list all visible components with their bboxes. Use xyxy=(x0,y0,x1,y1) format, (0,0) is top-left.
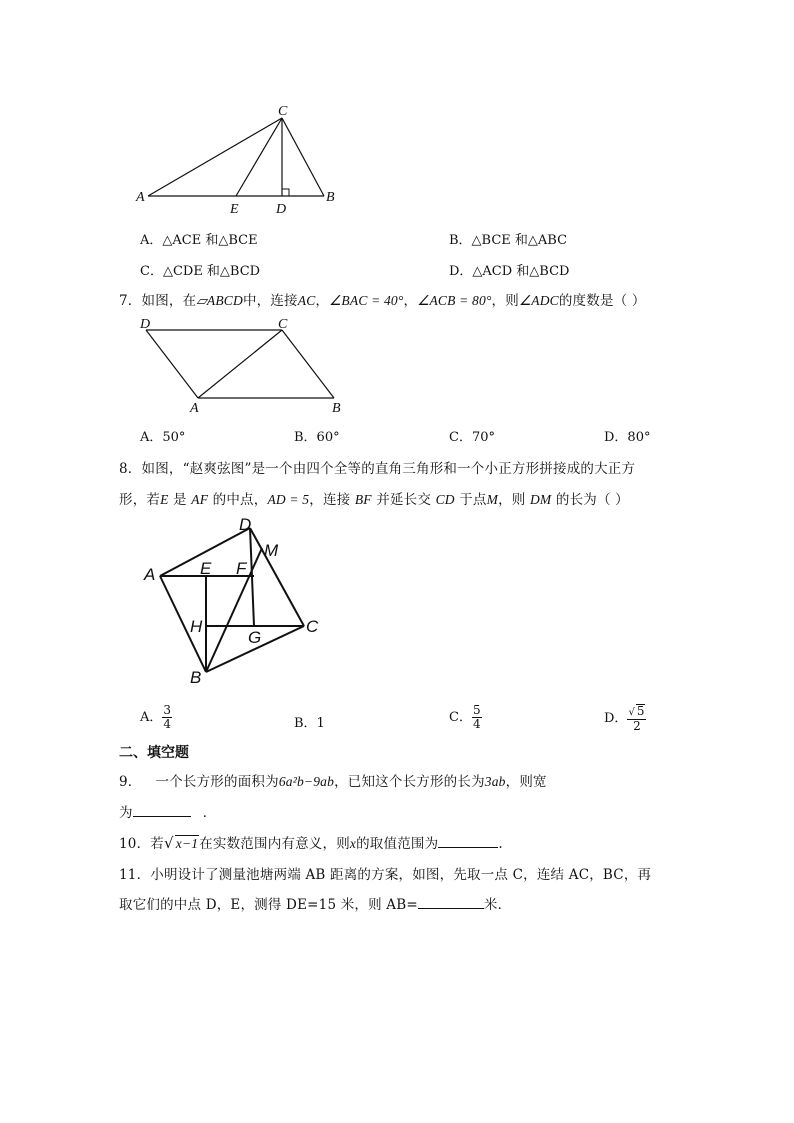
q8-label-b: B xyxy=(190,668,202,687)
q6-label-d: D xyxy=(276,202,287,217)
q7-para-symbol: ▱ xyxy=(196,293,207,308)
q7-option-d: D．80° xyxy=(604,430,651,445)
q8-text-b: 是 xyxy=(168,492,192,508)
q8-option-a-denominator: 4 xyxy=(163,717,172,731)
q7-angle-bac: ∠BAC = 40° xyxy=(329,293,404,308)
q8-option-c xyxy=(449,704,482,731)
q7-label-a: A xyxy=(190,401,199,416)
q7-option-a: A．50° xyxy=(140,430,186,445)
q7-label-b: B xyxy=(332,401,341,416)
q11-text-b: 米． xyxy=(483,897,512,913)
q11-answer-blank[interactable] xyxy=(418,897,484,909)
q8-zhao-shuang-figure xyxy=(138,512,338,688)
q8-label-f: F xyxy=(236,559,247,578)
q8-label-a: A xyxy=(144,565,156,584)
q7-label-c: C xyxy=(278,317,288,332)
q8-text-c: 的中点， xyxy=(208,492,268,508)
q10-end: . xyxy=(498,836,503,852)
q10-x: x xyxy=(349,836,357,851)
q8-label-c: C xyxy=(306,617,319,636)
q9-text-2: ，已知这个长方形的长为 xyxy=(334,774,485,790)
q8-text-f: 于点 xyxy=(454,492,487,508)
q6-option-c: C．△CDE 和△BCD xyxy=(140,264,261,279)
q10-sqrt-content: x−1 xyxy=(175,836,199,851)
q9-question-line-2 xyxy=(119,801,216,821)
q10-number: 10．若 xyxy=(119,836,164,852)
q8-ad: AD = 5 xyxy=(267,492,310,507)
q8-option-b: B．1 xyxy=(294,716,325,731)
q8-option-c-numerator: 5 xyxy=(472,703,481,717)
q8-question-line-1: 8．如图，“赵爽弦图”是一个由四个全等的直角三角形和一个小正方形拼接成的大正方 xyxy=(119,461,636,477)
q8-dm: DM xyxy=(529,492,552,507)
q7-text-5: ，则 xyxy=(491,293,519,309)
q8-text-h: 的长为（ ） xyxy=(551,492,629,508)
q8-question-line-2 xyxy=(119,488,629,508)
q7-number: 7． xyxy=(119,293,142,309)
q6-option-b: B．△BCE 和△ABC xyxy=(449,233,568,248)
q8-option-c-fraction xyxy=(472,704,482,731)
q7-parallelogram-figure xyxy=(130,312,360,417)
q8-label-d: D xyxy=(239,515,252,534)
q8-option-d-numerator: √ 5 xyxy=(628,704,645,718)
q7-text-2: 中，连接 xyxy=(242,293,298,309)
q8-af: AF xyxy=(191,492,209,507)
q9-text-1: 一个长方形的面积为 xyxy=(155,774,279,790)
q8-option-d xyxy=(604,704,646,733)
q7-text-3: ， xyxy=(315,293,330,309)
q6-label-e: E xyxy=(230,202,239,217)
q8-option-a xyxy=(140,704,172,731)
q8-e: E xyxy=(160,492,169,507)
q8-option-d-fraction xyxy=(627,704,646,733)
section-fill-in-blank-heading: 二、填空题 xyxy=(119,745,189,761)
q8-option-c-denominator: 4 xyxy=(472,717,481,731)
q8-text-g: ，则 xyxy=(498,492,530,508)
q7-text-6: 的度数是（ ） xyxy=(558,293,646,309)
q7-question xyxy=(119,289,646,309)
q6-label-a: A xyxy=(136,190,145,205)
q8-option-d-denominator: 2 xyxy=(633,719,641,733)
q8-label-h: H xyxy=(190,617,203,636)
q7-angle-acb: ∠ACB = 80° xyxy=(417,293,492,308)
q8-option-a-fraction xyxy=(162,704,172,731)
q9-number: 9． xyxy=(119,774,142,790)
q7-text-1: 如图，在 xyxy=(141,293,197,309)
q8-option-a-numerator: 3 xyxy=(163,703,172,717)
q6-option-d: D．△ACD 和△BCD xyxy=(449,264,570,279)
q8-label-g: G xyxy=(248,628,262,647)
q6-triangle-figure xyxy=(130,100,350,218)
q10-answer-blank[interactable] xyxy=(438,836,498,848)
q7-angle-adc: ∠ADC xyxy=(518,293,559,308)
q8-text-a: 形，若 xyxy=(119,492,161,508)
q10-text-2: 的取值范围为 xyxy=(356,836,439,852)
q8-option-c-prefix: C． xyxy=(449,710,472,725)
q9-answer-blank[interactable] xyxy=(133,805,191,817)
q8-label-e: E xyxy=(200,559,212,578)
q8-option-d-prefix: D． xyxy=(604,711,628,726)
q8-text-d: ，连接 xyxy=(309,492,355,508)
q9-length: 3ab xyxy=(484,774,506,789)
q8-text-e: 并延长交 xyxy=(371,492,436,508)
q9-line2-text: 为 xyxy=(119,805,133,821)
q8-cd: CD xyxy=(435,492,455,507)
q7-ac: AC xyxy=(297,293,316,308)
q9-question-line-1 xyxy=(119,770,547,790)
q6-option-a: A．△ACE 和△BCE xyxy=(140,233,258,248)
q7-label-d: D xyxy=(140,317,151,332)
q8-label-m: M xyxy=(264,541,279,560)
q9-area-expression: 6a²b−9ab xyxy=(278,774,335,789)
q6-label-b: B xyxy=(326,190,335,205)
q7-abcd: ABCD xyxy=(206,293,243,308)
q7-text-4: ， xyxy=(403,293,418,309)
q8-bf: BF xyxy=(354,492,372,507)
q8-option-d-sqrt: 5 xyxy=(636,704,645,718)
q11-question-line-2 xyxy=(119,893,511,913)
q8-m: M xyxy=(486,492,499,507)
q11-text-a: 取它们的中点 D，E，测得 DE=15 米，则 AB= xyxy=(119,897,418,913)
q6-label-c: C xyxy=(278,104,288,119)
q11-question-line-1: 11．小明设计了测量池塘两端 AB 距离的方案，如图，先取一点 C，连结 AC，BC，再 xyxy=(119,867,652,883)
q10-question: 10．若√ x−1在实数范围内有意义，则x的取值范围为 . xyxy=(119,834,503,852)
q7-option-b: B．60° xyxy=(294,430,340,445)
q8-option-a-prefix: A． xyxy=(140,710,163,725)
q9-text-3: ，则宽 xyxy=(505,774,547,790)
q7-option-c: C．70° xyxy=(449,430,495,445)
q9-end: ． xyxy=(202,805,217,821)
q10-text-1: 在实数范围内有意义，则 xyxy=(199,836,350,852)
